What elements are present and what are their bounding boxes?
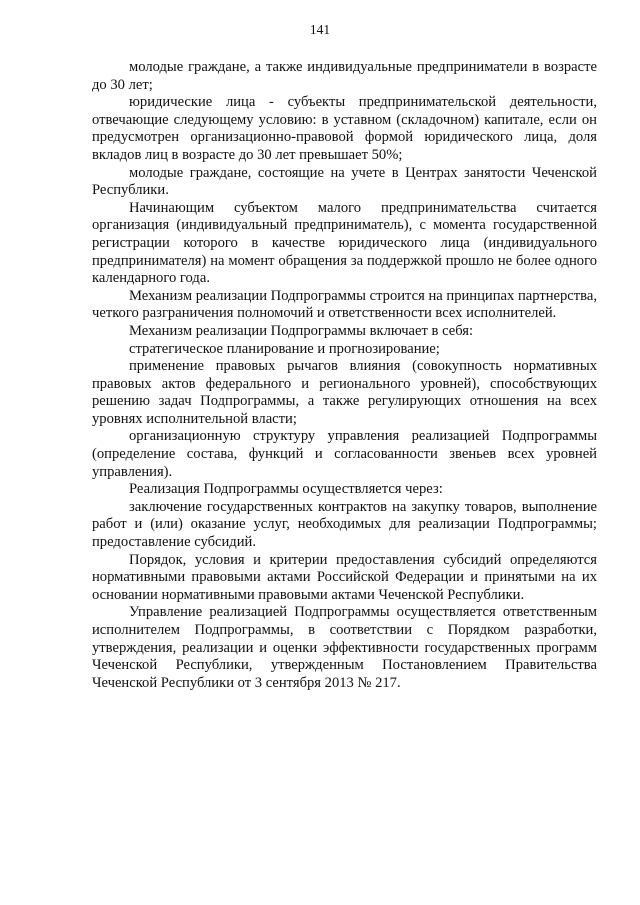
paragraph-6: Механизм реализации Подпрограммы включает в себя:	[129, 322, 474, 339]
paragraph-11: заключение государственных контрактов на закупку товаров, выполнение работ и (или) оказание услуг, необходимых для реализации Подпрограммы; предоставление субсидий.	[92, 498, 597, 551]
paragraph-3: молодые граждане, состоящие на учете в Центрах занятости Чеченской Республики.	[92, 164, 597, 199]
document-body	[92, 59, 597, 692]
paragraph-10: Реализация Подпрограммы осуществляется через:	[129, 481, 443, 498]
paragraph-4: Начинающим субъектом малого предпринимательства считается организация (индивидуальный предприниматель), с момента государственной регистрации которого в качестве юридического лица (индивидуального предпринимателя) на момент обращения за поддержкой прошло не более одного календарного года.	[92, 199, 597, 287]
paragraph-5: Механизм реализации Подпрограммы строится на принципах партнерства, четкого разграничения полномочий и ответственности всех исполнителей.	[92, 287, 597, 322]
paragraph-13: Управление реализацией Подпрограммы осуществляется ответственным исполнителем Подпрограммы, в соответствии с Порядком разработки, утверждения, реализации и оценки эффективности государственных программ Чеченской Республики, утвержденным Постановлением Правительства Чеченской Республики от 3 сентября 2013 № 217.	[92, 604, 597, 691]
paragraph-2: юридические лица - субъекты предпринимательской деятельности, отвечающие следующему условию: в уставном (складочном) капитале, если он предусмотрен организационно-правовой формой юридического лица, доля вкладов лиц в возрасте до 30 лет превышает 50%;	[92, 94, 597, 163]
page-number: 141	[309, 22, 331, 37]
paragraph-7: стратегическое планирование и прогнозирование;	[129, 340, 440, 357]
paragraph-8: применение правовых рычагов влияния (совокупность нормативных правовых актов федерального и регионального уровней), способствующих решению задач Подпрограммы, а также регулирующих отношения на всех уровнях исполнительной власти;	[92, 358, 597, 427]
paragraph-1: молодые граждане, а также индивидуальные предприниматели в возрасте до 30 лет;	[92, 59, 597, 93]
paragraph-9: организационную структуру управления реализацией Подпрограммы (определение состава, функций и согласованности звеньев всех уровней управления).	[92, 428, 597, 480]
paragraph-12: Порядок, условия и критерии предоставления субсидий определяются нормативными правовыми актами Российской Федерации и принятыми на их основании нормативными правовыми актами Чеченской Республики.	[92, 551, 597, 603]
